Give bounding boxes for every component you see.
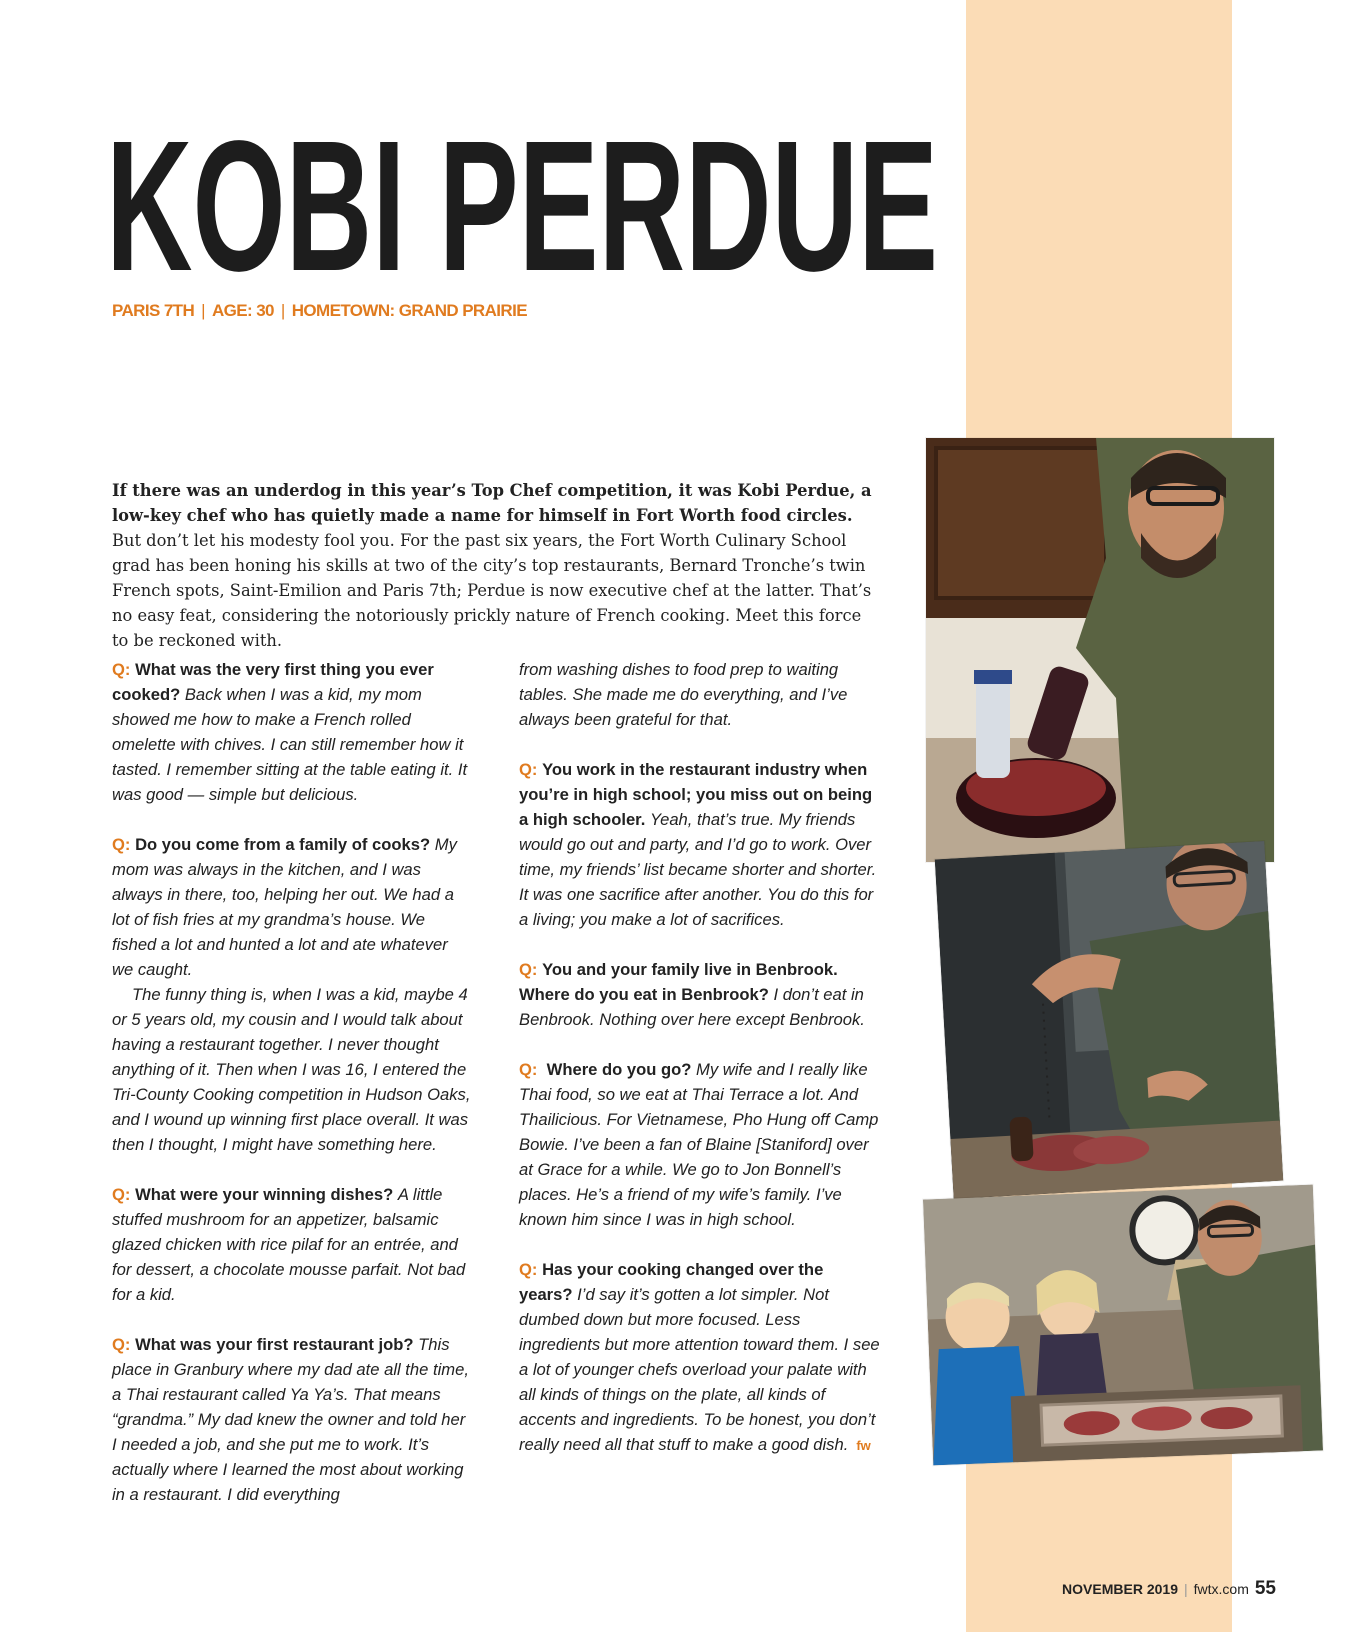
intro-paragraph: [112, 478, 874, 653]
q-label: Q:: [519, 1260, 538, 1279]
subhead: [112, 301, 527, 321]
intro-lead: If there was an underdog in this year’s Top Chef competition, it was Kobi Perdue, a low-key chef who has quietly made a name for himself in Fort Worth food circles.: [112, 481, 872, 525]
headline: [106, 132, 946, 292]
answer: from washing dishes to food prep to waiting tables. She made me do everything, and I’ve always been grateful for that.: [519, 660, 848, 729]
answer: A little stuffed mushroom for an appetizer, balsamic glazed chicken with rice pilaf for an entrée, and for dessert, a chocolate mousse parfait. Not bad for a kid.: [112, 1185, 466, 1304]
q-label: Q:: [519, 760, 538, 779]
qa-item: [112, 1182, 472, 1307]
answer: This place in Granbury where my dad ate all the time, a Thai restaurant called Ya Ya’s. That means “grandma.” My dad knew the owner and told her I needed a job, and she put me to work. It’s actually where I learned the most about working in a restaurant. I did everything: [112, 1335, 469, 1504]
footer-issue-date: NOVEMBER 2019: [1062, 1581, 1178, 1597]
q-label: Q:: [519, 1060, 538, 1079]
end-mark: fw: [856, 1438, 871, 1453]
qa-continuation: [519, 657, 881, 732]
photo-chef-seasoning: [935, 841, 1283, 1199]
question: You work in the restaurant industry when you’re in high school; you miss out on being a high schooler.: [519, 760, 873, 829]
question: Where do you go?: [546, 1060, 692, 1079]
qa-item: [519, 1057, 881, 1232]
qa-item: [112, 657, 472, 807]
subhead-restaurant: PARIS 7TH: [112, 301, 195, 320]
subhead-separator: |: [280, 301, 285, 320]
question: What was the very first thing you ever cooked?: [112, 660, 434, 704]
footer-separator: |: [1183, 1581, 1188, 1597]
q-label: Q:: [519, 960, 538, 979]
question: What were your winning dishes?: [135, 1185, 394, 1204]
question: Do you come from a family of cooks?: [135, 835, 431, 854]
qa-item: [519, 957, 881, 1032]
answer: My mom was always in the kitchen, and I was always in there, too, helping her out. We had a lot of fish fries at my grandma’s house. We fished a lot and hunted a lot and ate whatever we caught.: [112, 835, 457, 979]
qa-item: [112, 1332, 472, 1507]
footer-site: fwtx.com: [1193, 1581, 1249, 1597]
photo-chef-pouring-wine: [926, 438, 1274, 862]
intro-body: But don’t let his modesty fool you. For the past six years, the Fort Worth Culinary School grad has been honing his skills at two of the city’s top restaurants, Bernard Tronche’s twin French spots, Saint-Emilion and Paris 7th; Perdue is now executive chef at the latter. That’s no easy feat, considering the notoriously prickly nature of French cooking. Meet this force to be reckoned with.: [112, 531, 872, 650]
answer: Back when I was a kid, my mom showed me how to make a French rolled omelette with chives. I can still remember how it tasted. I remember sitting at the table eating it. It was good — simple but delicious.: [112, 685, 468, 804]
qa-item: [519, 757, 881, 932]
answer-continued: The funny thing is, when I was a kid, maybe 4 or 5 years old, my cousin and I would talk about having a restaurant together. I never thought anything of it. Then when I was 16, I entered the Tri-County Cooking competition in Hudson Oaks, and I wound up winning first place overall. It was then I thought, I might have something here.: [112, 985, 471, 1154]
page-number: 55: [1254, 1578, 1276, 1599]
question: Has your cooking changed over the years?: [519, 1260, 824, 1304]
column-right: [519, 657, 881, 1483]
column-left: [112, 657, 472, 1532]
answer: My wife and I really like Thai food, so we eat at Thai Terrace a lot. And Thailicious. For Vietnamese, Pho Hung off Camp Bowie. I’ve been a fan of Blaine [Staniford] over at Grace for a while. We go to Jon Bonnell’s places. He’s a friend of my wife’s family. I’ve known him since I was in high school.: [519, 1060, 879, 1229]
photo-chef-with-kids: [923, 1185, 1323, 1466]
subhead-hometown: HOMETOWN: GRAND PRAIRIE: [291, 301, 527, 320]
headline-text: KOBI PERDUE: [106, 132, 938, 292]
question: What was your first restaurant job?: [135, 1335, 414, 1354]
answer: I don’t eat in Benbrook. Nothing over here except Benbrook.: [519, 985, 865, 1029]
qa-item: [519, 1257, 881, 1458]
answer: I’d say it’s gotten a lot simpler. Not dumbed down but more focused. Less ingredients but more attention toward them. I see a lot of younger chefs overload your palate with all kinds of things on the plate, all kinds of accents and ingredients. To be honest, you don’t really need all that stuff to make a good dish.: [519, 1285, 880, 1454]
subhead-separator: |: [201, 301, 205, 320]
answer: Yeah, that’s true. My friends would go out and party, and I’d go to work. Over time, my friends’ list became shorter and shorter. It was one sacrifice after another. You do this for a living; you make a lot of sacrifices.: [519, 810, 877, 929]
q-label: Q:: [112, 1185, 131, 1204]
q-label: Q:: [112, 1335, 131, 1354]
q-label: Q:: [112, 660, 131, 679]
qa-item: [112, 832, 472, 1157]
q-label: Q:: [112, 835, 131, 854]
subhead-age: AGE: 30: [211, 301, 274, 320]
page-footer: [1062, 1578, 1276, 1600]
question: You and your family live in Benbrook. Where do you eat in Benbrook?: [519, 960, 838, 1004]
